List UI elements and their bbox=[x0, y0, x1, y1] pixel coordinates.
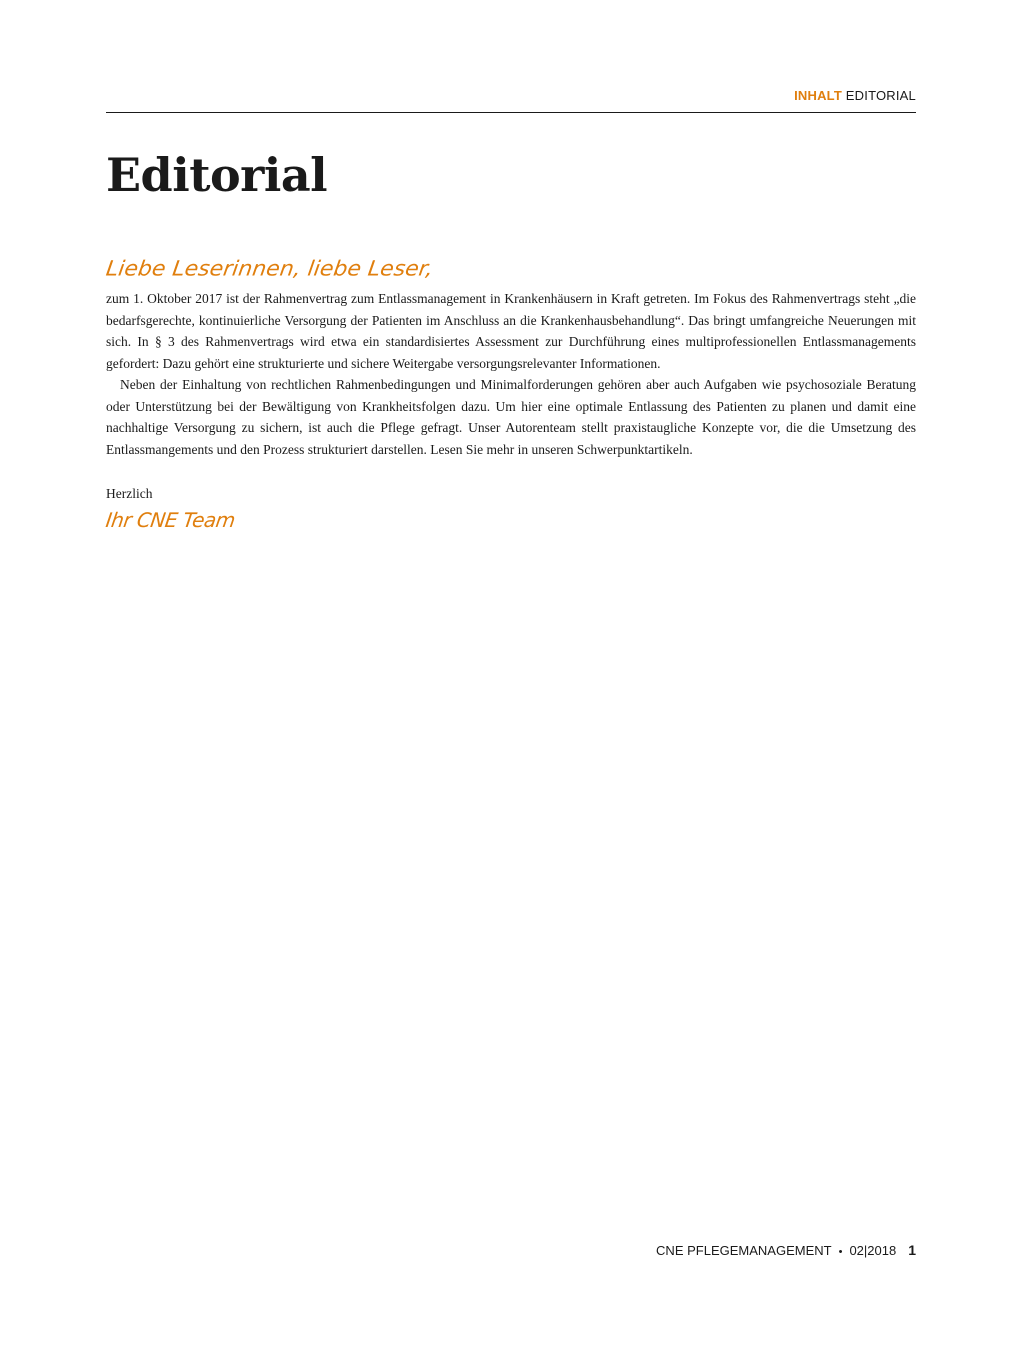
editorial-body bbox=[106, 288, 916, 460]
running-header bbox=[106, 87, 916, 105]
footer-issue: 02|2018 bbox=[849, 1243, 897, 1258]
page-footer bbox=[106, 1241, 916, 1261]
header-section-label: INHALT bbox=[794, 88, 842, 103]
body-paragraph: Neben der Einhaltung von rechtlichen Rahmenbedingungen und Minimalforderungen gehören aber auch Aufgaben wie psychosoziale Beratung oder Unterstützung bei der Bewältigung von Krankheitsfolgen dazu. Um hier eine optimale Entlassung des Patienten zu planen und damit eine nachhaltige Versorgung zu sichern, ist auch die Pflege gefragt. Unser Autorenteam stellt praxistaugliche Konzepte vor, die die Umsetzung des Entlassmangements und den Prozess strukturiert darstellen. Lesen Sie mehr in unseren Schwerpunktartikeln. bbox=[106, 377, 916, 457]
page-number: 1 bbox=[908, 1242, 916, 1258]
footer-publication: CNE PFLEGEMANAGEMENT bbox=[656, 1243, 832, 1258]
greeting: Liebe Leserinnen, liebe Leser, bbox=[104, 257, 435, 282]
closing-text: Herzlich bbox=[106, 486, 153, 501]
header-divider bbox=[106, 112, 916, 113]
body-paragraph: zum 1. Oktober 2017 ist der Rahmenvertrag zum Entlassmanagement in Krankenhäusern in Kraft getreten. Im Fokus des Rahmenvertrags steht „die bedarfsgerechte, kontinuierliche Versorgung der Patienten im Anschluss an die Krankenhausbehandlung“. Das bringt umfangreiche Neuerungen mit sich. In § 3 des Rahmenvertrags wird etwa ein standardisiertes Assessment zur Durchführung eines multiprofessionellen Entlassmanagements gefordert: Dazu gehört eine strukturierte und sichere Weitergabe versorgungsrelevanter Informationen. bbox=[106, 291, 916, 371]
footer-separator: • bbox=[838, 1246, 843, 1258]
signature: Ihr CNE Team bbox=[104, 508, 237, 532]
header-page-label: EDITORIAL bbox=[845, 88, 916, 103]
page-title: Editorial bbox=[106, 148, 328, 202]
